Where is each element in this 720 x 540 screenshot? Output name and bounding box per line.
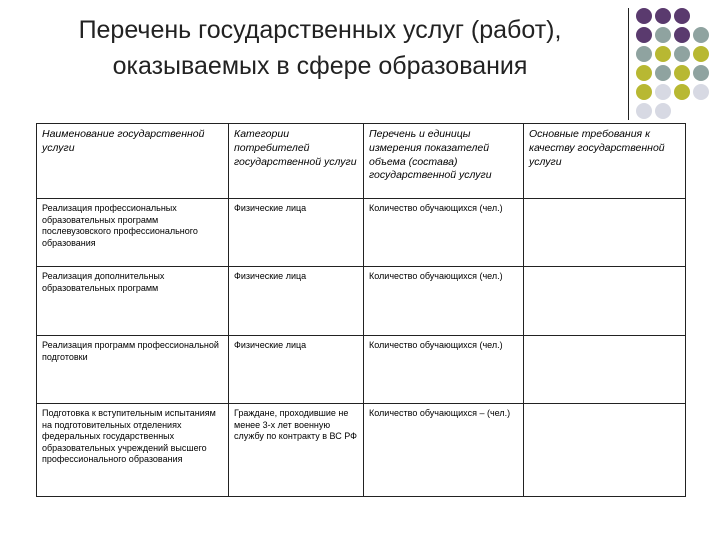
table-row	[37, 404, 686, 497]
cell-consumer-category: Физические лица	[229, 267, 364, 336]
cell-volume-indicator: Количество обучающихся (чел.)	[364, 199, 524, 267]
decorative-dot	[693, 27, 709, 43]
cell-consumer-category: Граждане, проходившие не менее 3-х лет военную службу по контракту в ВС РФ	[229, 404, 364, 497]
cell-quality-requirements	[524, 336, 686, 404]
cell-service-name: Подготовка к вступительным испытаниям на подготовительных отделениях федеральных государственных образовательных учреждений высшего профессионального образования	[37, 404, 229, 497]
header-volume-indicators: Перечень и единицы измерения показателей объема (состава) государственной услуги	[364, 124, 524, 199]
decorative-dot	[693, 65, 709, 81]
decorative-dot	[693, 46, 709, 62]
decorative-dot	[674, 46, 690, 62]
services-table	[36, 123, 686, 497]
decorative-dot	[674, 27, 690, 43]
decorative-dot	[674, 8, 690, 24]
slide-title-line-1: Перечень государственных услуг (работ),	[78, 16, 562, 44]
decorative-dot	[674, 84, 690, 100]
cell-consumer-category: Физические лица	[229, 336, 364, 404]
header-service-name: Наименование государственной услуги	[37, 124, 229, 199]
table-row	[37, 267, 686, 336]
decorative-dot	[636, 103, 652, 119]
header-consumer-category: Категории потребителей государственной услуги	[229, 124, 364, 199]
decorative-dot	[693, 84, 709, 100]
cell-quality-requirements	[524, 267, 686, 336]
cell-quality-requirements	[524, 404, 686, 497]
decorative-dot	[636, 46, 652, 62]
table-header-row	[37, 124, 686, 199]
decorative-dot	[636, 27, 652, 43]
cell-volume-indicator: Количество обучающихся (чел.)	[364, 336, 524, 404]
table-row	[37, 336, 686, 404]
cell-quality-requirements	[524, 199, 686, 267]
slide-title	[30, 12, 610, 84]
cell-consumer-category: Физические лица	[229, 199, 364, 267]
decorative-dot	[636, 65, 652, 81]
slide-title-line-2: оказываемых в сфере образования	[112, 52, 528, 80]
decorative-dot	[655, 65, 671, 81]
decorative-dot	[655, 46, 671, 62]
decorative-divider	[628, 8, 629, 120]
decorative-dot	[636, 8, 652, 24]
cell-service-name: Реализация профессиональных образовательных программ послевузовского профессионального образования	[37, 199, 229, 267]
table-row	[37, 199, 686, 267]
cell-volume-indicator: Количество обучающихся (чел.)	[364, 267, 524, 336]
cell-service-name: Реализация дополнительных образовательных программ	[37, 267, 229, 336]
decorative-dot	[674, 65, 690, 81]
header-quality-requirements: Основные требования к качеству государственной услуги	[524, 124, 686, 199]
decorative-dot	[655, 84, 671, 100]
decorative-dot	[636, 84, 652, 100]
cell-service-name: Реализация программ профессиональной подготовки	[37, 336, 229, 404]
decorative-dot	[655, 8, 671, 24]
decorative-dot	[655, 103, 671, 119]
decorative-dot	[655, 27, 671, 43]
cell-volume-indicator: Количество обучающихся – (чел.)	[364, 404, 524, 497]
